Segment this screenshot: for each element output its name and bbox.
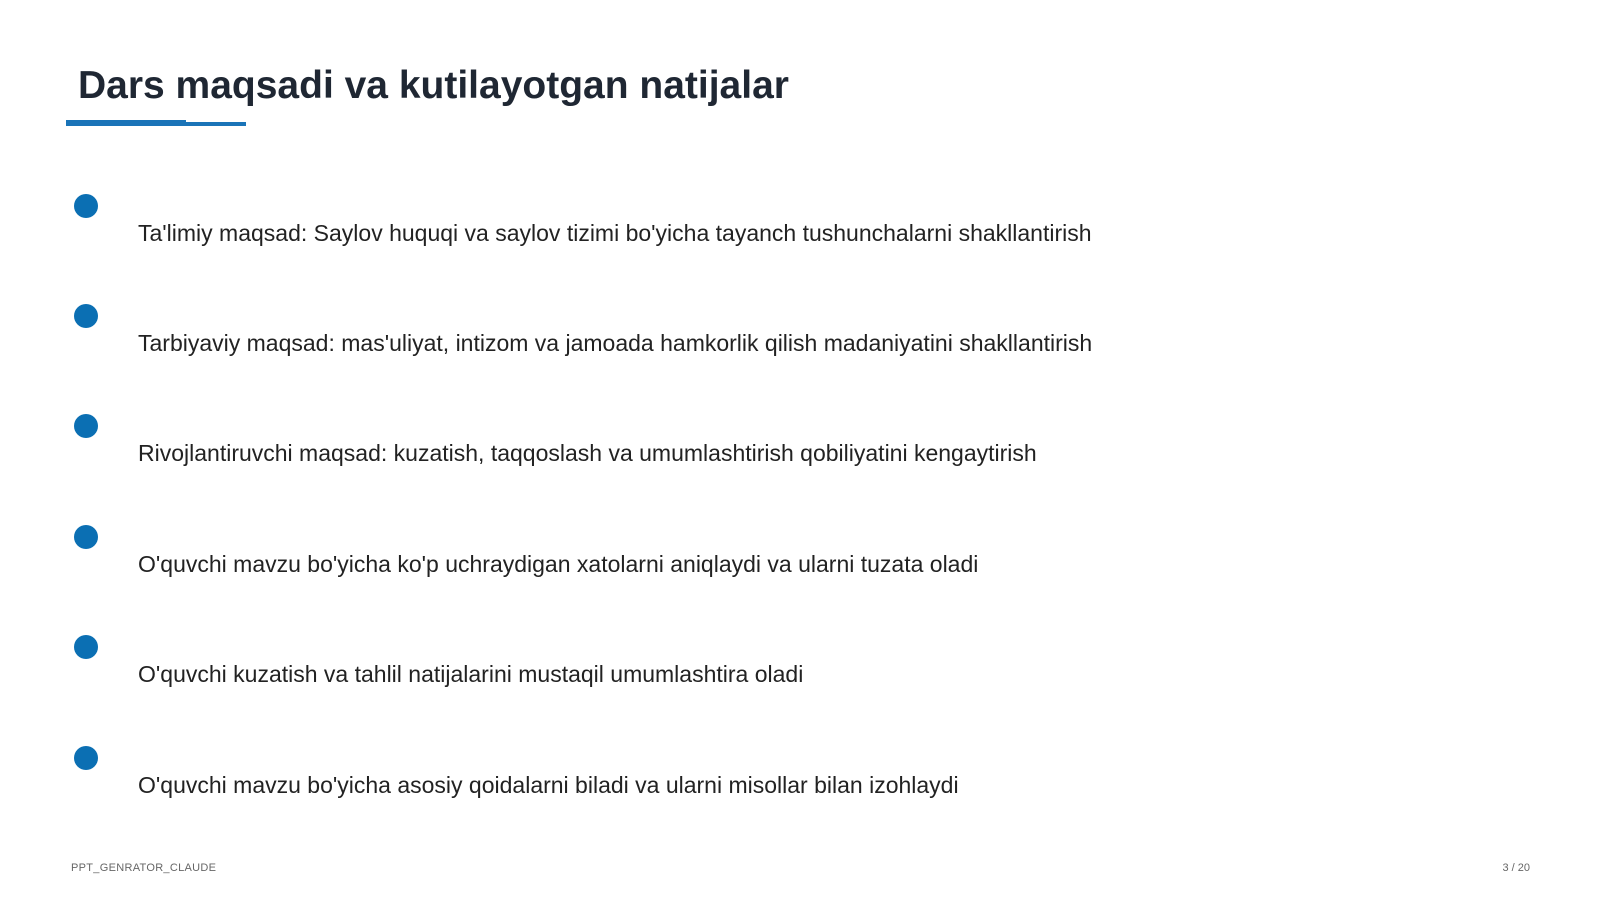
page-number: 3 / 20 [1502,862,1530,874]
bullet-text: O'quvchi kuzatish va tahlil natijalarini mustaqil umumlashtira oladi [138,661,804,687]
footer-source-label: PPT_GENRATOR_CLAUDE [71,862,217,874]
bullet-text: O'quvchi mavzu bo'yicha asosiy qoidalarni biladi va ularni misollar bilan izohlaydi [138,772,959,798]
bullet-item [72,414,1472,484]
bullet-dot-icon [74,194,98,218]
bullet-dot-icon [74,635,98,659]
bullet-dot-icon [74,525,98,549]
bullet-item [72,304,1472,374]
bullet-item [72,194,1472,264]
bullet-text: Tarbiyaviy maqsad: mas'uliyat, intizom va jamoada hamkorlik qilish madaniyatini shakllantirish [138,330,1093,356]
bullet-dot-icon [74,414,98,438]
bullet-item [72,525,1472,595]
bullet-item [72,635,1472,705]
bullet-text: Rivojlantiruvchi maqsad: kuzatish, taqqoslash va umumlashtirish qobiliyatini kengaytirish [138,440,1037,466]
bullet-text: Ta'limiy maqsad: Saylov huquqi va saylov tizimi bo'yicha tayanch tushunchalarni shakllantirish [138,220,1092,246]
bullet-dot-icon [74,746,98,770]
bullet-text: O'quvchi mavzu bo'yicha ko'p uchraydigan xatolarni aniqlaydi va ularni tuzata oladi [138,551,979,577]
slide-title: Dars maqsadi va kutilayotgan natijalar [78,64,789,107]
bullet-item [72,746,1472,816]
bullet-dot-icon [74,304,98,328]
